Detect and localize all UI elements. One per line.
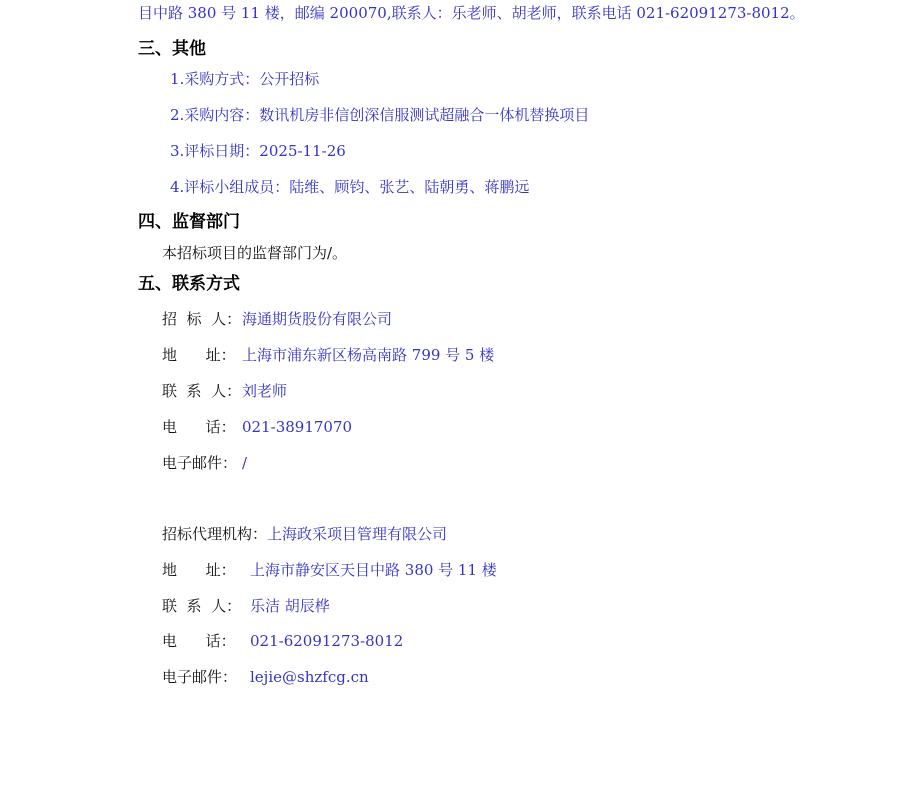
agency-address-label: 地 址：	[162, 561, 236, 579]
section-heading-contact: 五、联系方式	[138, 274, 240, 294]
section-heading-supervision: 四、监督部门	[138, 212, 240, 232]
agency-phone-row	[162, 631, 403, 651]
tenderer-phone-label: 电 话：	[162, 418, 236, 436]
tenderer-email-row	[162, 453, 247, 473]
tenderer-email: /	[242, 454, 248, 472]
tenderer-contact-label: 联 系 人：	[162, 382, 242, 400]
agency-name-row	[162, 524, 447, 544]
tenderer-name: 海通期货股份有限公司	[242, 310, 393, 328]
procurement-content: 2.采购内容：数讯机房非信创深信服测试超融合一体机替换项目	[170, 106, 590, 124]
tenderer-address: 上海市浦东新区杨高南路 799 号 5 楼	[242, 346, 495, 364]
agency-phone: 021-62091273-8012	[250, 632, 404, 650]
tenderer-address-label: 地 址：	[162, 346, 236, 364]
tenderer-contact: 刘老师	[242, 382, 288, 400]
agency-email-row	[162, 667, 369, 687]
tenderer-address-row	[162, 345, 494, 365]
tenderer-name-label: 招 标 人：	[162, 310, 242, 328]
agency-contact-row	[162, 596, 330, 616]
agency-email: lejie@shzfcg.cn	[250, 668, 369, 686]
agency-email-label: 电子邮件：	[162, 668, 238, 686]
tenderer-email-label: 电子邮件：	[162, 454, 238, 472]
procurement-method: 1.采购方式：公开招标	[170, 70, 320, 88]
section-heading-other: 三、其他	[138, 39, 206, 59]
agency-name-label: 招标代理机构：	[162, 525, 268, 543]
agency-address-row	[162, 560, 497, 580]
evaluation-committee: 4.评标小组成员：陆维、顾钧、张艺、陆朝勇、蒋鹏远	[170, 178, 530, 196]
address-continuation-line: 目中路 380 号 11 楼，邮编 200070,联系人：乐老师、胡老师，联系电话 021-62091273-8012。	[138, 4, 805, 22]
agency-name: 上海政采项目管理有限公司	[267, 525, 448, 543]
supervision-text: 本招标项目的监督部门为/。	[162, 244, 348, 262]
agency-contact-label: 联 系 人：	[162, 597, 242, 615]
evaluation-date: 3.评标日期：2025-11-26	[170, 142, 346, 160]
tenderer-phone: 021-38917070	[242, 418, 353, 436]
tenderer-phone-row	[162, 417, 352, 437]
agency-address: 上海市静安区天目中路 380 号 11 楼	[250, 561, 497, 579]
agency-contact: 乐洁 胡辰桦	[250, 597, 330, 615]
tenderer-name-row	[162, 309, 392, 329]
agency-phone-label: 电 话：	[162, 632, 236, 650]
tenderer-contact-row	[162, 381, 287, 401]
